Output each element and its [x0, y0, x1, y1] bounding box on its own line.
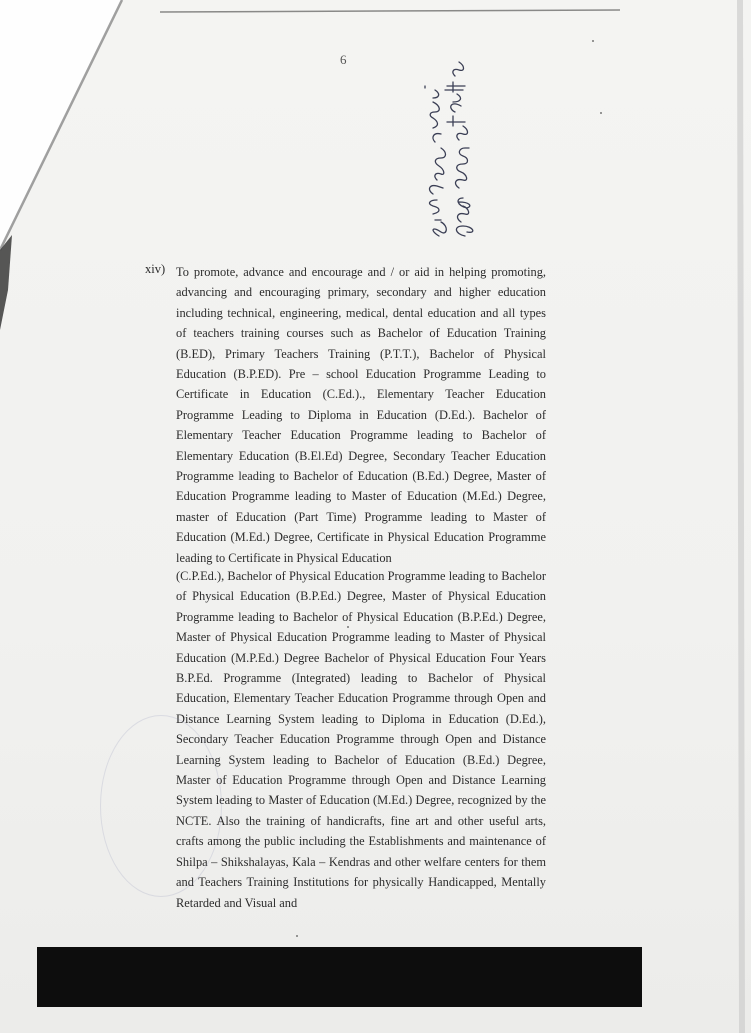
faded-stamp [100, 715, 222, 897]
scan-speck [296, 935, 298, 937]
scan-speck [600, 112, 602, 114]
scan-speck [347, 626, 349, 628]
page-number: 6 [340, 52, 347, 67]
clause-number: xiv) [145, 262, 166, 276]
clause-paragraph-2: (C.P.Ed.), Bachelor of Physical Education Programme leading to Bachelor of Physical Education (B.P.Ed.) Degree, Master of Physical Education Programme leading to Bachelor of Physical Education (B.P.Ed.) Degree, Master of Physical Education Programme leading to Master of Physical Education (M.P.Ed.) Degree Bachelor of Physical Education Four Years B.P.Ed. Programme (Integrated) leading to Bachelor of Physical Education, Elementary Teacher Education Programme through Open and Distance Learning System leading to Diploma in Education (D.Ed.), Secondary Teacher Education Programme through Open and Distance Learning System leading to Bachelor of Education (B.Ed.) Degree, Master of Education Programme through Open and Distance Learning System leading to Master of Education (M.Ed.) Degree, recognized by the NCTE. Also the training of handicrafts, fine art and other useful arts, crafts among the public including the Establishments and maintenance of Shilpa – Shikshalayas, Kala – Kendras and other welfare centers for them and Teachers Training Institutions for physically Handicapped, Mentally Retarded and Visual and [176, 569, 546, 910]
scan-black-bar [37, 947, 642, 1007]
scan-speck [592, 40, 594, 42]
handwritten-signature [385, 60, 480, 240]
clause-paragraph-1: To promote, advance and encourage and / or aid in helping promoting, advancing and encouraging primary, secondary and higher education including technical, engineering, medical, dental education and all types of teachers training courses such as Bachelor of Education Training (B.ED), Primary Teachers Training (P.T.T.), Bachelor of Physical Education (B.P.ED). Pre – school Education Programme Leading to Certificate in Education (C.Ed.)., Elementary Teacher Education Programme Leading to Diploma in Education (D.Ed.). Bachelor of Elementary Teacher Education Programme leading to Bachelor of Elementary Education (B.El.Ed) Degree, Secondary Teacher Education Programme leading to Bachelor of Education (B.Ed.) Degree, Master of Education Programme leading to Master of Education (M.Ed.) Degree, master of Education (Part Time) Programme leading to Master of Education (M.Ed.) Degree, Certificate in Physical Education Programme leading to Certificate in Physical Education [176, 265, 546, 565]
